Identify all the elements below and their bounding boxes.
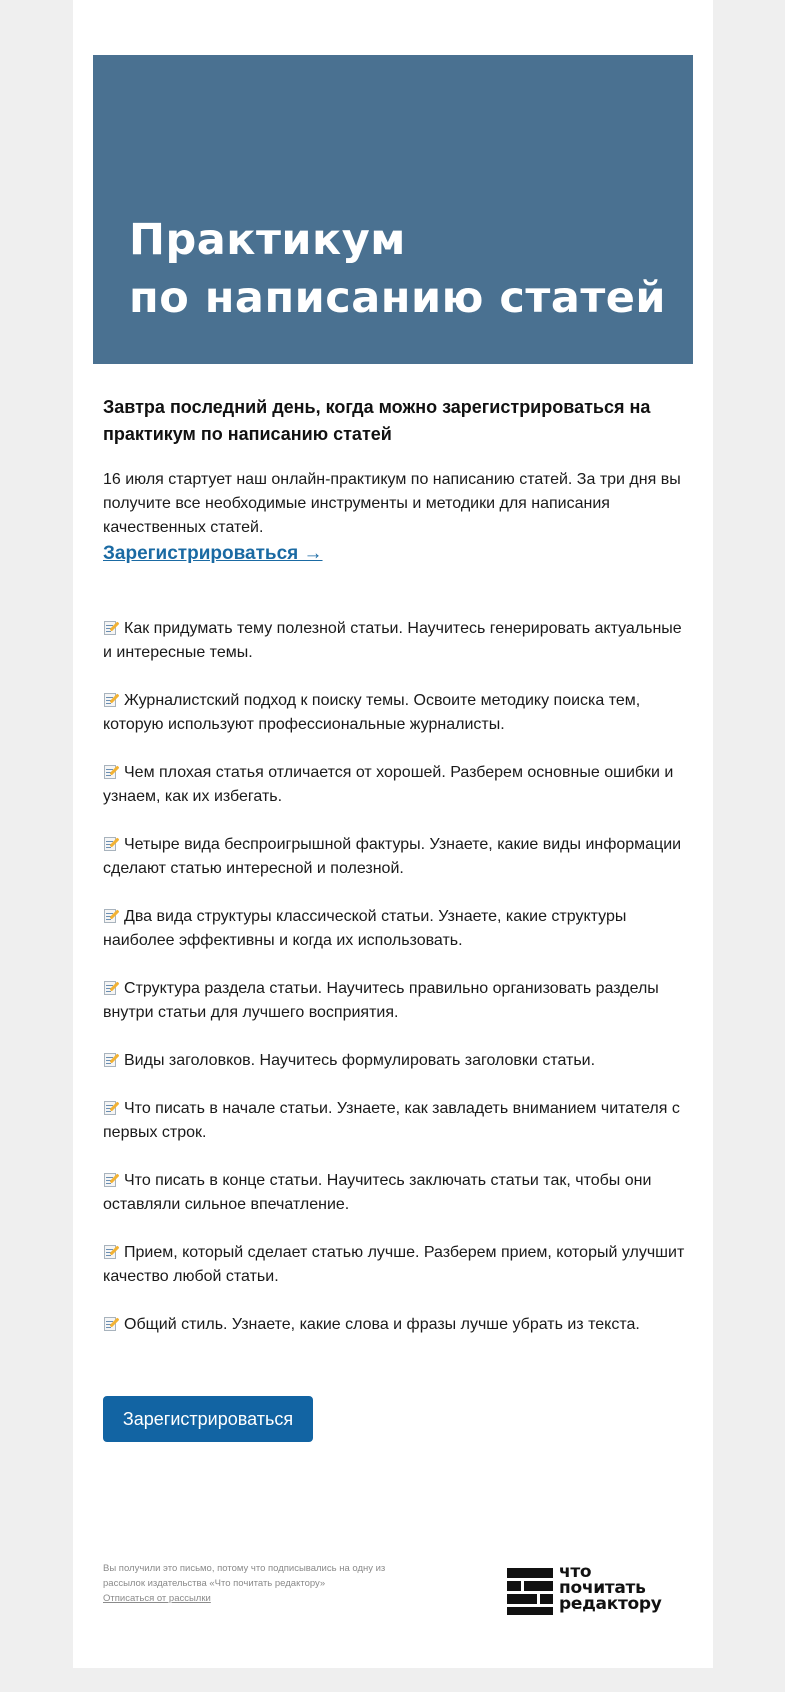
- memo-icon: [103, 619, 119, 636]
- list-item: [103, 617, 691, 665]
- memo-icon: [103, 1099, 119, 1116]
- memo-icon: [103, 1171, 119, 1188]
- publisher-logo[interactable]: [507, 1562, 687, 1618]
- register-link[interactable]: Зарегистрироваться →: [103, 543, 323, 564]
- hero-title: [129, 211, 666, 327]
- register-button[interactable]: Зарегистрироваться: [103, 1396, 313, 1442]
- memo-icon: [103, 835, 119, 852]
- topic-text: Два вида структуры классической статьи. Узнаете, какие структуры наиболее эффективны и когда их использовать.: [103, 908, 627, 949]
- logo-wordmark: [559, 1564, 662, 1612]
- topic-text: Общий стиль. Узнаете, какие слова и фразы лучше убрать из текста.: [124, 1316, 640, 1333]
- intro-text: [103, 468, 691, 567]
- hero-banner: [93, 55, 693, 364]
- topic-text: Структура раздела статьи. Научитесь правильно организовать разделы внутри статьи для лучшего восприятия.: [103, 980, 659, 1021]
- subscription-notice: Вы получили это письмо, потому что подписывались на одну из рассылок издательства «Что почитать редактору»: [103, 1563, 386, 1589]
- memo-icon: [103, 763, 119, 780]
- memo-icon: [103, 979, 119, 996]
- memo-icon: [103, 691, 119, 708]
- email-sheet: [73, 0, 713, 1668]
- list-item: [103, 1169, 691, 1217]
- topic-text: Что писать в конце статьи. Научитесь заключать статьи так, чтобы они оставляли сильное впечатление.: [103, 1172, 652, 1213]
- memo-icon: [103, 1243, 119, 1260]
- footer-note: [103, 1561, 393, 1606]
- topic-text: Чем плохая статья отличается от хорошей. Разберем основные ошибки и узнаем, как их избегать.: [103, 764, 674, 805]
- list-item: [103, 905, 691, 953]
- list-item: [103, 689, 691, 737]
- memo-icon: [103, 1315, 119, 1332]
- logo-line-3: редактору: [559, 1594, 662, 1614]
- list-item: [103, 1049, 691, 1073]
- lead-heading: Завтра последний день, когда можно зарегистрироваться на практикум по написанию статей: [103, 397, 651, 444]
- topic-text: Виды заголовков. Научитесь формулировать заголовки статьи.: [124, 1052, 596, 1069]
- logo-bars-icon: [507, 1568, 553, 1614]
- hero-title-line-1: Практикум: [129, 215, 406, 265]
- list-item: [103, 1097, 691, 1145]
- intro-paragraph: 16 июля стартует наш онлайн-практикум по написанию статей. За три дня вы получите все необходимые инструменты и методики для написания качественных статей.: [103, 471, 681, 536]
- list-item: [103, 1241, 691, 1289]
- unsubscribe-link[interactable]: Отписаться от рассылки: [103, 1593, 211, 1604]
- topic-text: Четыре вида беспроигрышной фактуры. Узнаете, какие виды информации сделают статью интересной и полезной.: [103, 836, 682, 877]
- list-item: [103, 833, 691, 881]
- hero-title-line-2: по написанию статей: [129, 273, 667, 323]
- topic-text: Журналистский подход к поиску темы. Освоите методику поиска тем, которую используют профессиональные журналисты.: [103, 692, 641, 733]
- topic-text: Что писать в начале статьи. Узнаете, как завладеть вниманием читателя с первых строк.: [103, 1100, 680, 1141]
- logo-line-2: почитать: [559, 1578, 646, 1598]
- topic-text: Прием, который сделает статью лучше. Разберем прием, который улучшит качество любой статьи.: [103, 1244, 685, 1285]
- list-item: [103, 1313, 691, 1337]
- logo-line-1: что: [559, 1562, 592, 1582]
- topics-list: [103, 617, 691, 1337]
- list-item: [103, 977, 691, 1025]
- list-item: [103, 761, 691, 809]
- topic-text: Как придумать тему полезной статьи. Научитесь генерировать актуальные и интересные темы.: [103, 620, 682, 661]
- memo-icon: [103, 907, 119, 924]
- memo-icon: [103, 1051, 119, 1068]
- email-content: [103, 394, 691, 1361]
